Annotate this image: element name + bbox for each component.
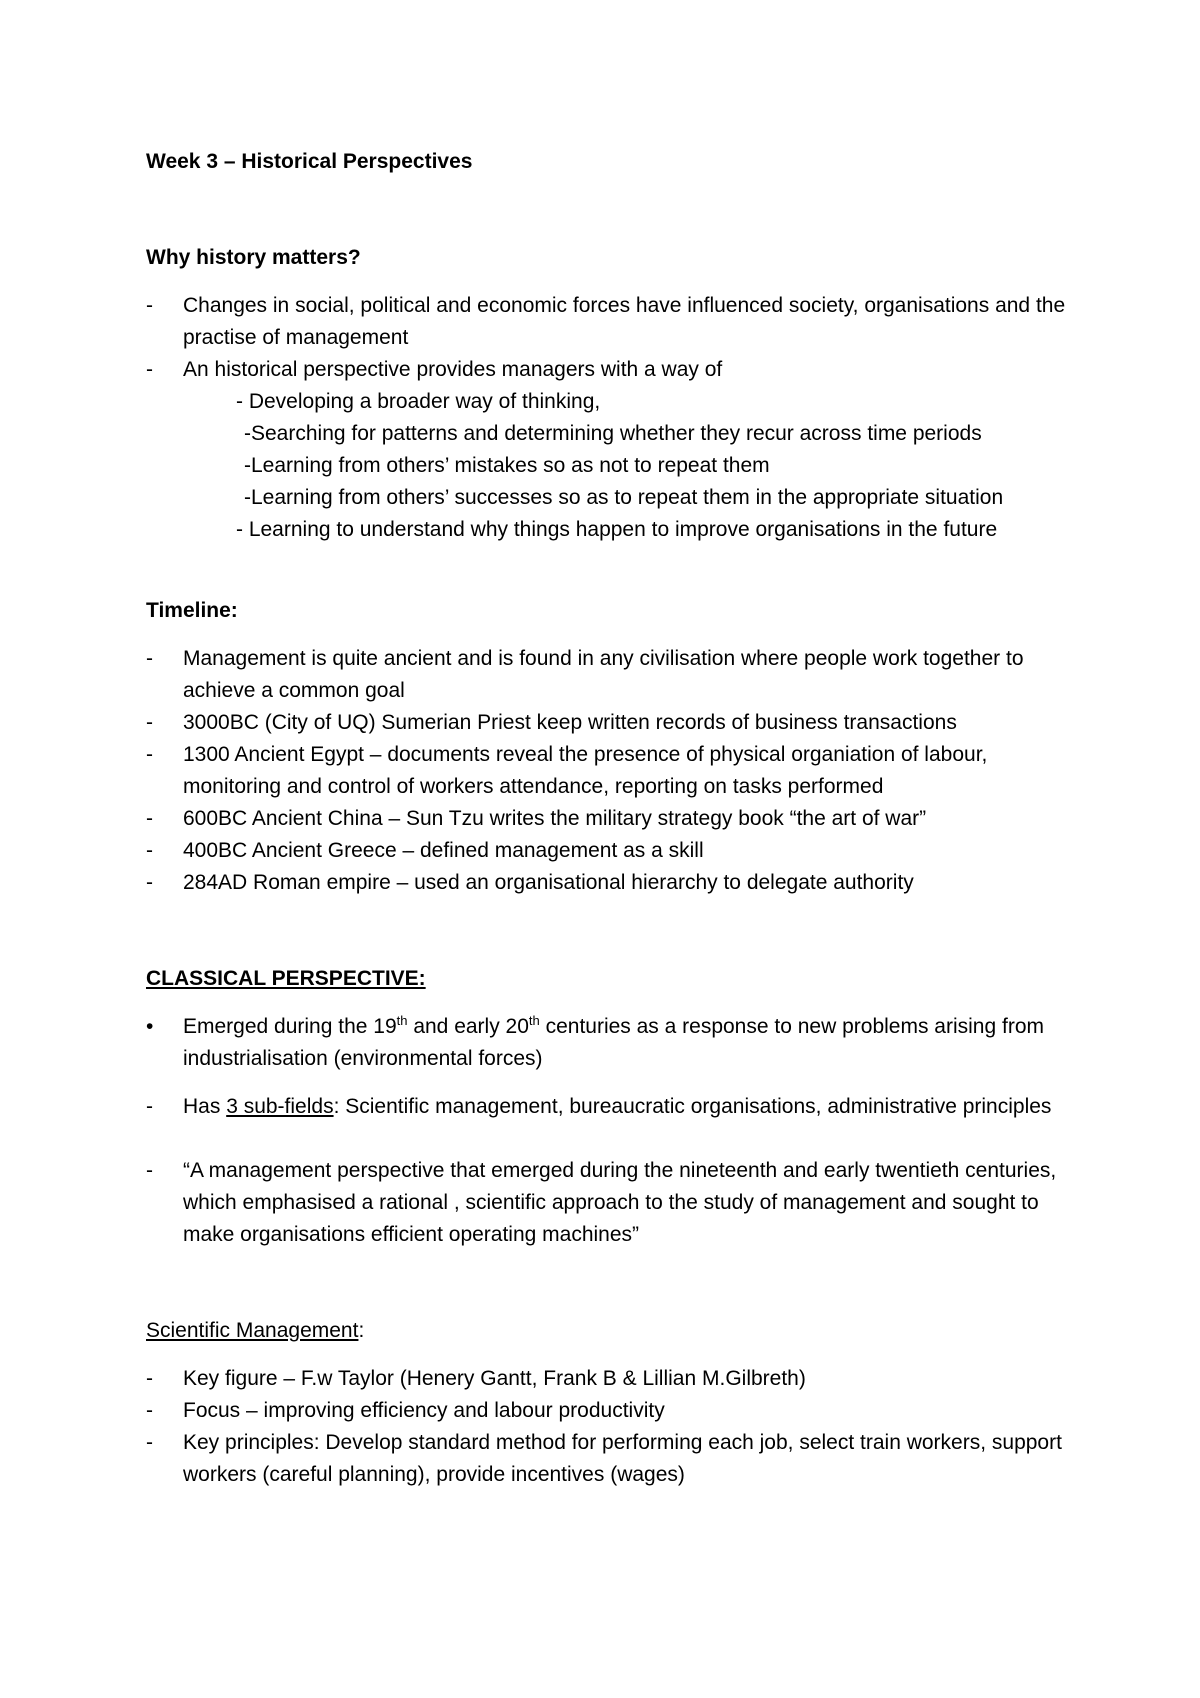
timeline-heading: Timeline:	[146, 599, 238, 622]
dash-marker: -	[146, 1367, 153, 1390]
list-item-text: Key figure – F.w Taylor (Henery Gantt, Frank B & Lillian M.Gilbreth)	[183, 1367, 806, 1390]
list-item	[146, 739, 1086, 803]
sub-point: -Learning from others’ mistakes so as not to repeat them	[244, 454, 770, 477]
sub-point: -Learning from others’ successes so as to repeat them in the appropriate situation	[244, 486, 1004, 509]
list-item-text: Has 3 sub-fields: Scientific management, bureaucratic organisations, administrative principles	[183, 1095, 1052, 1118]
list-item	[146, 803, 1086, 835]
list-item	[146, 835, 1086, 867]
sub-fields-underlined: 3 sub-fields	[226, 1095, 334, 1118]
list-item-text: Changes in social, political and economic forces have influenced society, organisations and the practise of management	[183, 294, 1066, 349]
list-item-text: An historical perspective provides managers with a way of	[183, 358, 723, 381]
dash-marker: -	[146, 871, 153, 894]
list-item-text: “A management perspective that emerged during the nineteenth and early twentieth centuries, which emphasised a rational , scientific approach to the study of management and sought to make organisations efficient operating machines”	[183, 1159, 1057, 1246]
dash-marker: -	[146, 1399, 153, 1422]
list-item	[146, 1155, 1086, 1251]
list-item	[146, 1011, 1086, 1075]
dash-marker: -	[146, 1095, 153, 1118]
list-item	[146, 354, 1086, 386]
list-item	[146, 867, 1086, 899]
dash-marker: -	[146, 1431, 153, 1454]
list-item-text: 600BC Ancient China – Sun Tzu writes the military strategy book “the art of war”	[183, 807, 927, 830]
dash-marker: -	[146, 1159, 153, 1182]
list-item	[146, 1091, 1086, 1123]
classical-heading: CLASSICAL PERSPECTIVE:	[146, 967, 426, 990]
list-item-text: Focus – improving efficiency and labour productivity	[183, 1399, 665, 1422]
list-item	[146, 643, 1086, 707]
list-item	[146, 290, 1086, 354]
dash-marker: -	[146, 711, 153, 734]
list-item	[146, 707, 1086, 739]
dash-marker: -	[146, 743, 153, 766]
dash-marker: -	[146, 839, 153, 862]
list-item-text: Management is quite ancient and is found in any civilisation where people work together to achieve a common goal	[183, 647, 1024, 702]
dash-marker: -	[146, 647, 153, 670]
dash-marker: -	[146, 358, 153, 381]
sub-point: - Developing a broader way of thinking,	[236, 390, 601, 413]
dash-marker: -	[146, 807, 153, 830]
scientific-heading: Scientific Management:	[146, 1319, 365, 1342]
list-item-text: 3000BC (City of UQ) Sumerian Priest keep written records of business transactions	[183, 711, 957, 734]
list-item	[146, 1395, 1086, 1427]
sub-point: - Learning to understand why things happen to improve organisations in the future	[236, 518, 998, 541]
dash-marker: -	[146, 294, 153, 317]
sub-point: -Searching for patterns and determining whether they recur across time periods	[244, 422, 982, 445]
list-item	[146, 1427, 1086, 1491]
list-item-text: Key principles: Develop standard method for performing each job, select train workers, support workers (careful planning), provide incentives (wages)	[183, 1431, 1062, 1486]
page-title: Week 3 – Historical Perspectives	[146, 150, 473, 173]
list-item	[146, 1363, 1086, 1395]
list-item-text: 284AD Roman empire – used an organisational hierarchy to delegate authority	[183, 871, 914, 894]
list-item-text: 1300 Ancient Egypt – documents reveal the presence of physical organiation of labour, monitoring and control of workers attendance, reporting on tasks performed	[183, 743, 988, 798]
list-item-text: 400BC Ancient Greece – defined management as a skill	[183, 839, 704, 862]
list-item-text: Emerged during the 19th and early 20th centuries as a response to new problems arising from industrialisation (environmental forces)	[183, 1013, 1044, 1070]
why-heading: Why history matters?	[146, 246, 361, 269]
bullet-marker: •	[146, 1015, 154, 1038]
